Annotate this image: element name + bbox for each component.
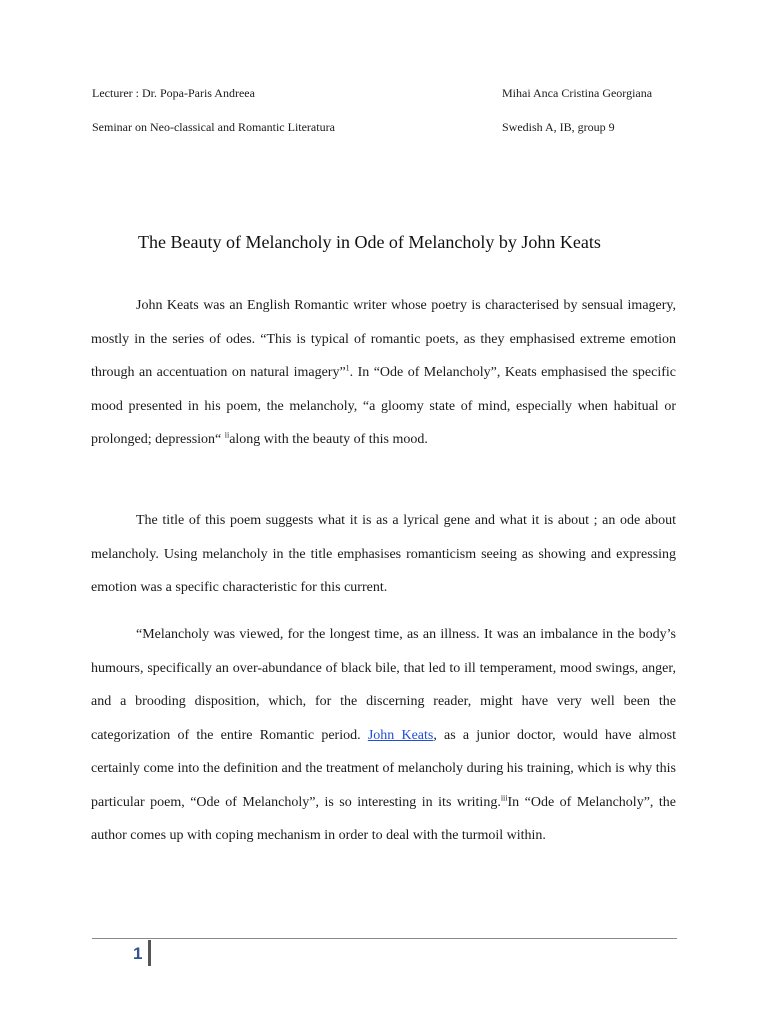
paragraph-1 bbox=[91, 289, 676, 457]
lecturer-line: Lecturer : Dr. Popa-Paris Andreea bbox=[92, 86, 255, 100]
footer-divider bbox=[92, 938, 677, 939]
john-keats-link[interactable]: John Keats bbox=[367, 727, 434, 743]
group-line: Swedish A, IB, group 9 bbox=[502, 120, 615, 134]
footnote-ref-3: iii bbox=[500, 792, 508, 802]
student-name: Mihai Anca Cristina Georgiana bbox=[502, 86, 653, 100]
paragraph-3-text-c: In “Ode of Melancholy”, the author comes up with coping mechanism in order to deal with the turmoil within. bbox=[91, 794, 676, 843]
page-number-bar bbox=[148, 940, 151, 966]
paragraph-3-text-b: , as a junior doctor, would have almost certainly come into the definition and the treatment of melancholy during his training, which is why this particular poem, “Ode of Melancholy”, is so interesting in its writing. bbox=[91, 727, 677, 810]
paragraph-3 bbox=[91, 618, 676, 853]
paragraph-1-text-c: along with the beauty of this mood. bbox=[229, 432, 428, 447]
paragraph-2-text: The title of this poem suggests what it is as a lyrical gene and what it is about ; an ode about melancholy. Using melancholy in the title emphasises romanticism seeing as showing and expressing emotion was a specific characteristic for this current. bbox=[91, 513, 676, 595]
footnote-ref-1: 1 bbox=[345, 363, 350, 373]
page-number: 1 bbox=[133, 944, 143, 963]
footnote-ref-2: ii bbox=[224, 430, 230, 440]
paragraph-1-text-b: . In “Ode of Melancholy”, Keats emphasised the specific mood presented in his poem, the melancholy, “a gloomy state of mind, especially when habitual or prolonged; depression“ bbox=[91, 365, 676, 447]
document-title: The Beauty of Melancholy in Ode of Melancholy by John Keats bbox=[138, 232, 601, 252]
paragraph-3-text-a: “Melancholy was viewed, for the longest time, as an illness. It was an imbalance in the body’s humours, specifically an over-abundance of black bile, that led to ill temperament, mood swings, anger, and a brooding disposition, which, for the discerning reader, might have very well been the categorization of the entire Romantic period. bbox=[91, 627, 676, 743]
paragraph-2 bbox=[91, 504, 676, 605]
seminar-line: Seminar on Neo-classical and Romantic Literatura bbox=[92, 120, 335, 134]
paragraph-1-text-a: John Keats was an English Romantic writer whose poetry is characterised by sensual imagery, mostly in the series of odes. “This is typical of romantic poets, as they emphasised extreme emotion through an accentuation on natural imagery” bbox=[91, 298, 676, 380]
